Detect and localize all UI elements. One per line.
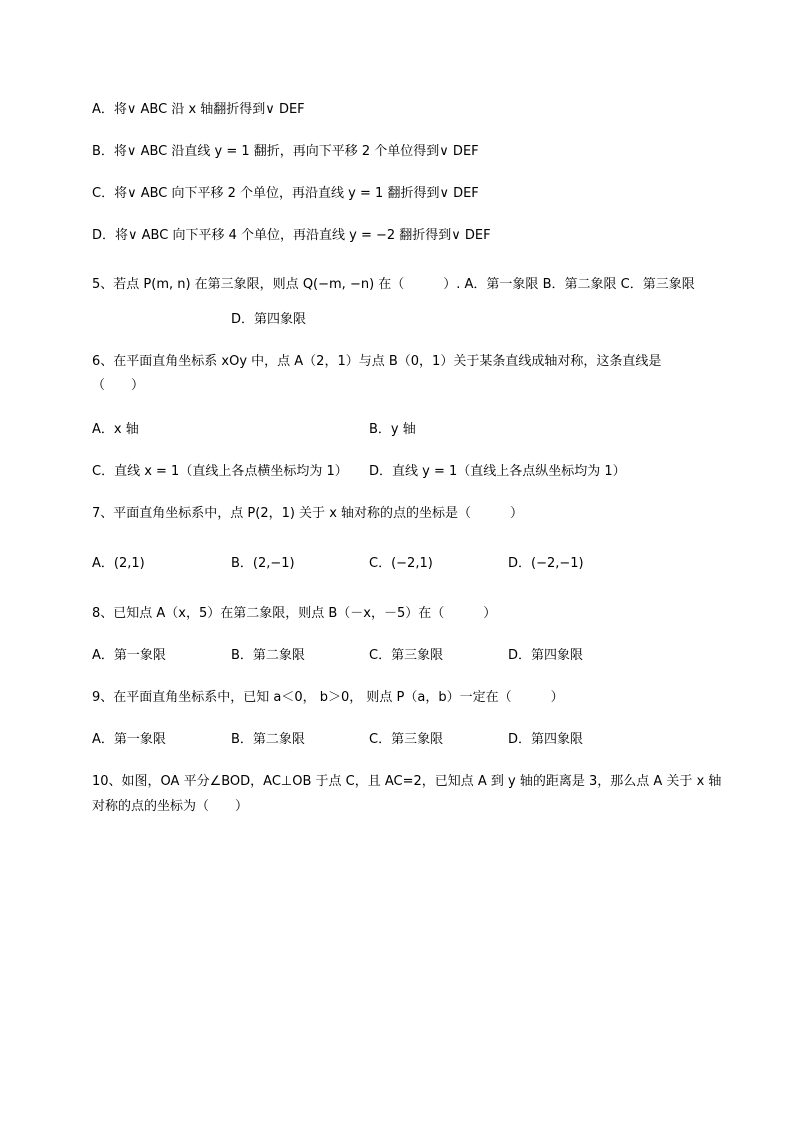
q8-option-c: C．第三象限 bbox=[369, 648, 444, 663]
q9-option-d: D．第四象限 bbox=[508, 732, 584, 747]
q4-option-d: D．将∨ ABC 向下平移 4 个单位，再沿直线 y = −2 翻折得到∨ DEF bbox=[92, 228, 491, 243]
q7-stem: 7、平面直角坐标系中，点 P(2，1) 关于 x 轴对称的点的坐标是（ ） bbox=[92, 506, 524, 521]
q5-option-d: D．第四象限 bbox=[231, 312, 307, 327]
q4-option-c: C．将∨ ABC 向下平移 2 个单位，再沿直线 y = 1 翻折得到∨ DEF bbox=[92, 186, 479, 201]
q9-option-a: A．第一象限 bbox=[92, 732, 166, 747]
q4-option-a: A．将∨ ABC 沿 x 轴翻折得到∨ DEF bbox=[92, 102, 305, 117]
q6-stem-line1: 6、在平面直角坐标系 xOy 中，点 A（2，1）与点 B（0，1）关于某条直线成轴对称，这条直线是 bbox=[92, 354, 662, 369]
q8-option-b: B．第二象限 bbox=[231, 648, 305, 663]
q7-option-a: A．(2,1) bbox=[92, 556, 145, 571]
q9-stem: 9、在平面直角坐标系中，已知 a＜0， b＞0， 则点 P（a，b）一定在（ ） bbox=[92, 690, 564, 705]
q9-option-b: B．第二象限 bbox=[231, 732, 305, 747]
q8-option-a: A．第一象限 bbox=[92, 648, 166, 663]
q6-stem-line2: （ ） bbox=[92, 378, 145, 393]
q6-option-c: C．直线 x = 1（直线上各点横坐标均为 1） bbox=[92, 464, 348, 479]
q8-option-d: D．第四象限 bbox=[508, 648, 584, 663]
q8-stem: 8、已知点 A（x，5）在第二象限，则点 B（－x，－5）在（ ） bbox=[92, 606, 497, 621]
q9-option-c: C．第三象限 bbox=[369, 732, 444, 747]
q7-option-d: D．(−2,−1) bbox=[508, 556, 584, 571]
q7-option-c: C．(−2,1) bbox=[369, 556, 433, 571]
q6-option-b: B．y 轴 bbox=[369, 422, 416, 437]
q7-option-b: B．(2,−1) bbox=[231, 556, 295, 571]
q10-stem-line1: 10、如图，OA 平分∠BOD，AC⊥OB 于点 C，且 AC=2，已知点 A 到 y 轴的距离是 3，那么点 A 关于 x 轴 bbox=[92, 774, 722, 789]
q6-option-d: D．直线 y = 1（直线上各点纵坐标均为 1） bbox=[369, 464, 626, 479]
q10-stem-line2: 对称的点的坐标为（ ） bbox=[92, 799, 249, 814]
q4-option-b: B．将∨ ABC 沿直线 y = 1 翻折，再向下平移 2 个单位得到∨ DEF bbox=[92, 144, 479, 159]
q5-stem: 5、若点 P(m, n) 在第三象限，则点 Q(−m, −n) 在（ ）. A．第一象限 B．第二象限 C．第三象限 bbox=[92, 277, 695, 292]
q6-option-a: A．x 轴 bbox=[92, 422, 139, 437]
